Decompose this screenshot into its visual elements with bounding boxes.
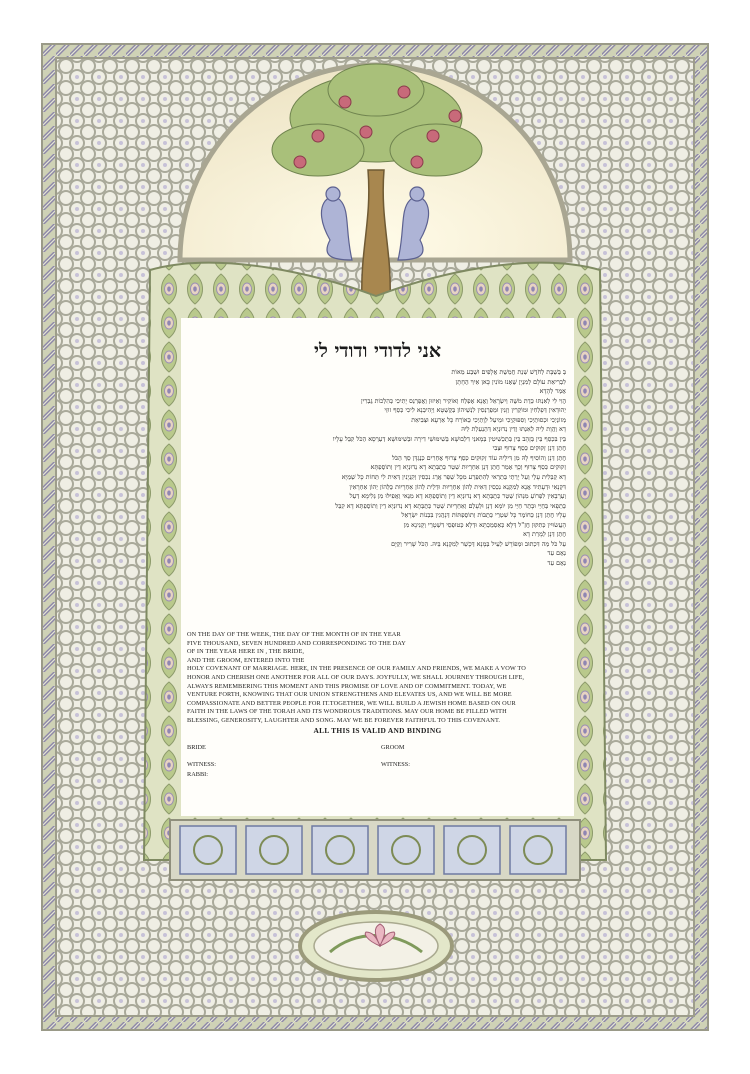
rabbi-signature-label: RABBI: — [187, 771, 208, 778]
hebrew-line: דָא קַבְּלִית עָלַי וְעַל יָרְתַי בַּתְרַאי לְהִתְפְּרַע מִכָּל שְׁפַר אֲרַג נִכְסִין וְקִנְיָנִין דְּאִית לִי תְּחוֹת כָּל שְׁמַיָּא — [341, 473, 566, 482]
hebrew-line: נְאֻם עֵד — [547, 558, 566, 567]
hebrew-line: כַּתְפָאי בְּחַיַּי וּבָתַר חַיַּי מִן יוֹמָא דְנָן וּלְעָלַם וְאַחְרָיוּת שְׁטַר כְּתֻבְּתָא דָא נְדוּנְיָא דֵין וְתוֹסֶפְתָּא דָא קִבֵּל — [335, 501, 566, 510]
english-line: ON THE DAY OF THE WEEK, THE DAY OF THE MONTH OF IN THE YEAR — [187, 631, 401, 638]
hebrew-line: מְזוֹנַיְכִי וּכְסוּתַיְכִי וְסִפּוּקַיְכִי וּמֵיעַל לְוָתַיְכִי כְּאוֹרַח כָּל אַרְעָא וּצְבִיאַת — [411, 415, 566, 424]
hebrew-line: לִבְרִיאַת עוֹלָם לְמִנְיָן שֶׁאָנוּ מוֹנִין כָּאן אֵיךְ הֶחָתָן — [455, 377, 566, 386]
bride-signature-label: BRIDE — [187, 744, 206, 751]
english-line: FAITH IN THE LAWS OF THE TORAH AND ITS WONDROUS TRADITIONS. MAY OUR HOME BE FILLED WITH — [187, 708, 507, 716]
hebrew-line: נְאֻם עֵד — [547, 549, 566, 558]
english-line: HONOR AND CHERISH ONE ANOTHER FOR ALL OF OUR DAYS. JOYFULLY, WE SHALL JOURNEY THROUGH LIFE, — [187, 673, 525, 681]
hebrew-line: בְּ בְּשַׁבָּת לְחֹדֶשׁ שְׁנַת חֲמֵשֶׁת אֲלָפִים וּשְׁבַע מֵאוֹת — [451, 368, 566, 376]
tile-band — [170, 820, 580, 880]
english-text-block — [187, 631, 568, 735]
hebrew-text-block — [189, 368, 566, 568]
hebrew-line: הֲוִי לִי לְאִנְתּוּ כְּדַת מֹשֶׁה וְיִשְׂרָאֵל וַאֲנָא אֶפְלַח וְאוֹקִיר וְאֵיזוּן וַאֲפַרְנֵס יָתִיכִי כְּהִלְכוֹת גֻּבְרִין — [360, 396, 566, 405]
english-line: BLESSING, GENEROSITY, LAUGHTER AND SONG. MAY WE BE FOREVER FAITHFUL TO THIS COVENANT. — [187, 716, 501, 724]
english-line: AND THE GROOM, ENTERED INTO THE — [187, 656, 305, 664]
english-line: ALWAYS REMEMBERING THIS MOMENT AND THIS PROMISE OF LOVE AND OF COMMITMENT. TODAY, WE — [187, 682, 507, 690]
hebrew-line: חֲתַן דְּנָן זְקוּקִים כְּסַף צָרוּף וּצְבִי — [492, 444, 566, 453]
english-line: VENTURE FORTH, KNOWING THAT OUR UNION STRENGTHENS AND ELEVATES US, AND WE WILL BE MORE — [187, 691, 512, 699]
english-line: HOLY COVENANT OF MARRIAGE. HERE, IN THE PRESENCE OF OUR FAMILY AND FRIENDS, WE MAKE A VOW TO — [187, 665, 526, 673]
hebrew-line: וְעַרְבָאִין לִפְרוֹעַ מִנְּהוֹן שְׁטַר כְּתֻבְּתָא דָא נְדוּנְיָא דֵין וְתוֹסֶפְתָּא דָא מִנַּאי וַאֲפִילּוּ מִן גְּלִימָא דְעַל — [349, 492, 566, 501]
hebrew-line: יְהוּדָאִין דְּפָלְחִין וּמוֹקְרִין וְזָנִין וּמְפַרְנְסִין לִנְשֵׁיהוֹן בְּקֻשְׁטָא וְיָהִיבְנָא לִיכִי כְּסַף זוּזֵי — [384, 406, 566, 415]
hebrew-line: עָלָיו חֲתַן דְּנָן כְּחוֹמֶר כָּל שִׁטְרֵי כְּתֻבּוֹת וְתוֹסֶפְתּוֹת דְּנָהֲגִין בִּבְנוֹת יִשְׂרָאֵל — [401, 511, 566, 520]
english-line: OF IN THE YEAR HERE IN , THE BRIDE, — [187, 648, 305, 656]
english-line: COMPASSIONATE AND BETTER PEOPLE FOR IT.TOGETHER, WE WILL BUILD A JEWISH HOME BASED ON OUR — [187, 699, 516, 707]
hebrew-line: הָעֲשׂוּיִין כְּתִקּוּן חֲזַ"ל דְּלָא כְּאַסְמַכְתָּא וּדְלָא כְּטוּפְסֵי דִשְׁטָרֵי וְקָנִינָא מִן — [403, 520, 566, 529]
hebrew-line: חֲתַן דְּנָן וְהוֹסִיף לָהּ מִן דִּילֵיהּ עוֹד זְקוּקִים כְּסַף צָרוּף אֲחֵרִים כְּנֶגְדָּן סַךְ הַכֹּל — [392, 453, 566, 462]
hebrew-title: אני לדודי ודודי לי — [313, 340, 442, 362]
hebrew-line: עַל כֹּל מַה דִּכְתוּב וּמְפוֹרָשׁ לְעֵיל בְּמָנָא דְּכָשֵׁר לְמִקְנָא בֵּיהּ. הַכֹּל שָׁרִיר וְקַיָּם — [391, 539, 566, 548]
hebrew-line: בֵּין בִּכְסַף בֵּין בְּזָהָב בֵּין בְּתַכְשִׁיטִין בְּמָאנֵי דִלְבוּשָׁא בְּשִׁימּוּשֵׁי דִירָה וּבְשִׁימּוּשָׁא דְעַרְסָא הַכֹּל קִבֵּל עָלָיו — [332, 434, 566, 443]
hebrew-line: אָמַר לְהָדָא — [539, 387, 566, 396]
ketubah-text-panel — [181, 318, 574, 816]
groom-signature-label: GROOM — [381, 744, 405, 751]
lily-medallion — [300, 912, 452, 980]
english-line: FIVE THOUSAND, SEVEN HUNDRED AND CORRESPONDING TO THE DAY — [187, 639, 406, 647]
witness-signature-label: WITNESS: — [187, 761, 217, 768]
hebrew-line: זְקוּקִים כְּסַף צָרוּף וְכָךְ אָמַר חֲתַן דְּנָן אַחְרָיוּת שְׁטַר כְּתֻבְּתָא דָא נְדוּנְיָא דֵין וְתוֹסֶפְתָּא — [370, 463, 566, 472]
english-closing: ALL THIS IS VALID AND BINDING — [313, 725, 442, 735]
hebrew-line: חֲתַן דְּנָן לְמָרַת דָא — [523, 530, 566, 539]
hebrew-line: דָא וַהֲוָת לֵיהּ לְאִנְתּוּ וְדֵין נְדוּנְיָא דְּהַנְעֵלַת לֵיהּ — [461, 425, 566, 434]
hebrew-line: דִּקְנָאִי וּדְעָתִיד אֲנָא לְמִקְנֵא נִכְסִין דְּאִית לְהוֹן אַחְרָיוּת וּדְלֵית לְהוֹן אַחְרָיוּת כֻּלְּהוֹן יְהוֹן אַחְרָאִין — [349, 482, 566, 491]
witness-signature-label: WITNESS: — [381, 761, 411, 768]
